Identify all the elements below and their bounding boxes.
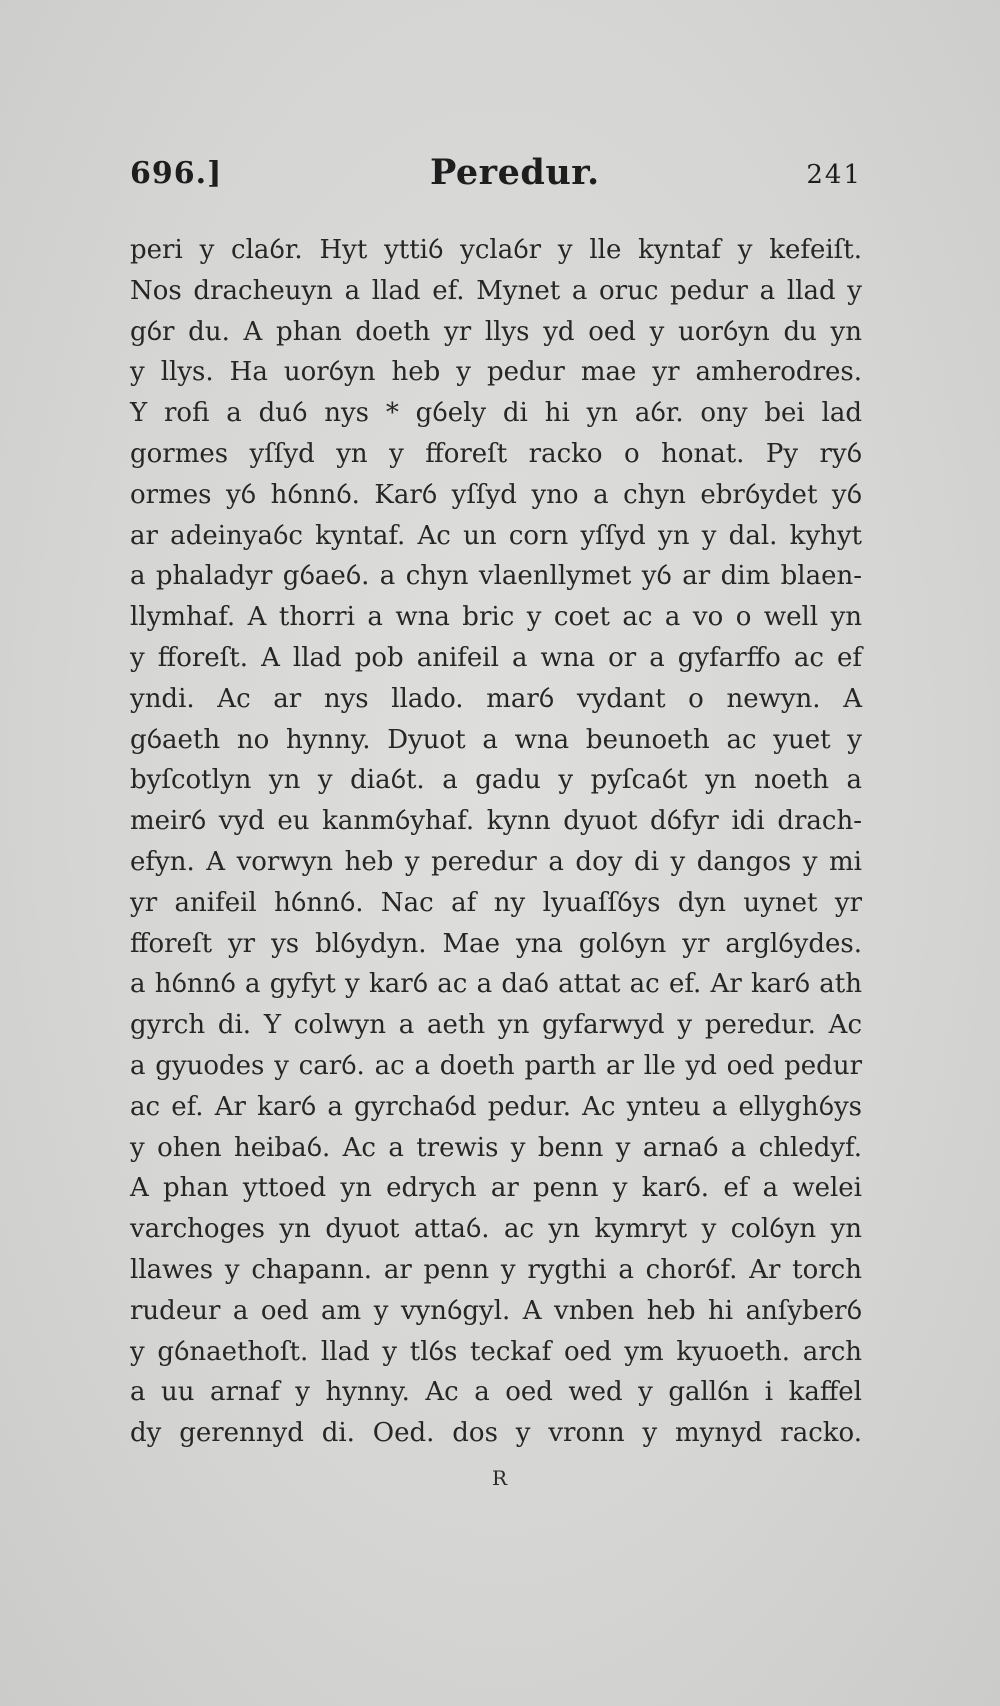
text-line: a uu arnaf y hynny. Ac a oed wed y gallỽn i kaffel <box>130 1377 862 1408</box>
text-line: byſcotlyn yn y diaỽt. a gadu y pyſcaỽt yn noeth a <box>130 765 862 796</box>
text-line: gyrch di. Y colwyn a aeth yn gyfarwyd y peredur. Ac <box>130 1010 862 1041</box>
text-line: Nos dracheuyn a llad ef. Mynet a oruc pedur a llad y <box>130 275 862 306</box>
text-line: A phan yttoed yn edrych ar penn y karỽ. ef a welei <box>130 1173 862 1204</box>
text-line: meirỽ vyd eu kanmỽyhaf. kynn dyuot dỽfyr idi drach- <box>130 806 862 837</box>
text-line: a hỽnnỽ a gyfyt y karỽ ac a daỽ attat ac ef. Ar karỽ ath <box>130 969 862 1000</box>
text-line: a phaladyr gỽaeỽ. a chyn vlaenllymet yỽ ar dim blaen- <box>130 561 862 592</box>
text-line: y fforeſt. A llad pob anifeil a wna or a gyfarffo ac ef <box>130 642 862 673</box>
text-line: dy gerennyd di. Oed. dos y vronn y mynyd racko. <box>130 1418 862 1449</box>
text-line: Y rofi a duỽ nys * gỽely di hi yn aỽr. ony bei lad <box>130 398 862 429</box>
text-line: ac ef. Ar karỽ a gyrchaỽd pedur. Ac ynteu a ellyghỽys <box>130 1091 862 1122</box>
text-line: ormes yỽ hỽnnỽ. Karỽ yſſyd yno a chyn ebrỽydet yỽ <box>130 479 862 510</box>
body-text <box>130 230 862 1454</box>
text-line: fforeſt yr ys blỽydyn. Mae yna golỽyn yr arglỽydes. <box>130 928 862 959</box>
running-title: Peredur. <box>430 152 600 193</box>
text-line: peri y claỽr. Hyt yttiỽ yclaỽr y lle kyntaf y kefeiſt. <box>130 235 862 265</box>
text-line: ar adeinyaỽc kyntaf. Ac un corn yſſyd yn y dal. kyhyt <box>130 520 862 551</box>
text-line: gỽaeth no hynny. Dyuot a wna beunoeth ac yuet y <box>130 724 862 755</box>
text-line: y ohen heibaỽ. Ac a trewis y benn y arnaỽ a chledyf. <box>130 1132 862 1163</box>
page-number: 241 <box>806 160 862 190</box>
text-line: y gỽnaethoſt. llad y tlỽs teckaf oed ym kyuoeth. arch <box>130 1336 862 1367</box>
folio-reference: 696.] <box>130 156 223 191</box>
text-line: y llys. Ha uorỽyn heb y pedur mae yr amherodres. <box>130 357 862 388</box>
text-line: yr anifeil hỽnnỽ. Nac af ny lyuaſſỽys dyn uynet yr <box>130 887 862 918</box>
text-line: gỽr du. A phan doeth yr llys yd oed y uorỽyn du yn <box>130 316 862 347</box>
text-line: llawes y chapann. ar penn y rygthi a chorỽf. Ar torch <box>130 1254 862 1285</box>
text-line: varchoges yn dyuot attaỽ. ac yn kymryt y colỽyn yn <box>130 1214 862 1245</box>
text-line: llymhaf. A thorri a wna bric y coet ac a vo o well yn <box>130 602 862 633</box>
text-line: yndi. Ac ar nys llado. marỽ vydant o newyn. A <box>130 683 862 714</box>
text-line: a gyuodes y carỽ. ac a doeth parth ar lle yd oed pedur <box>130 1050 862 1081</box>
signature-mark: R <box>491 1466 509 1490</box>
text-line: rudeur a oed am y vynỽgyl. A vnben heb hi anſyberỽ <box>130 1295 862 1326</box>
text-line: efyn. A vorwyn heb y peredur a doy di y dangos y mi <box>130 846 862 877</box>
text-line: gormes yſſyd yn y fforeſt racko o honat. Py ryỽ <box>130 438 862 469</box>
page-header <box>130 152 862 202</box>
